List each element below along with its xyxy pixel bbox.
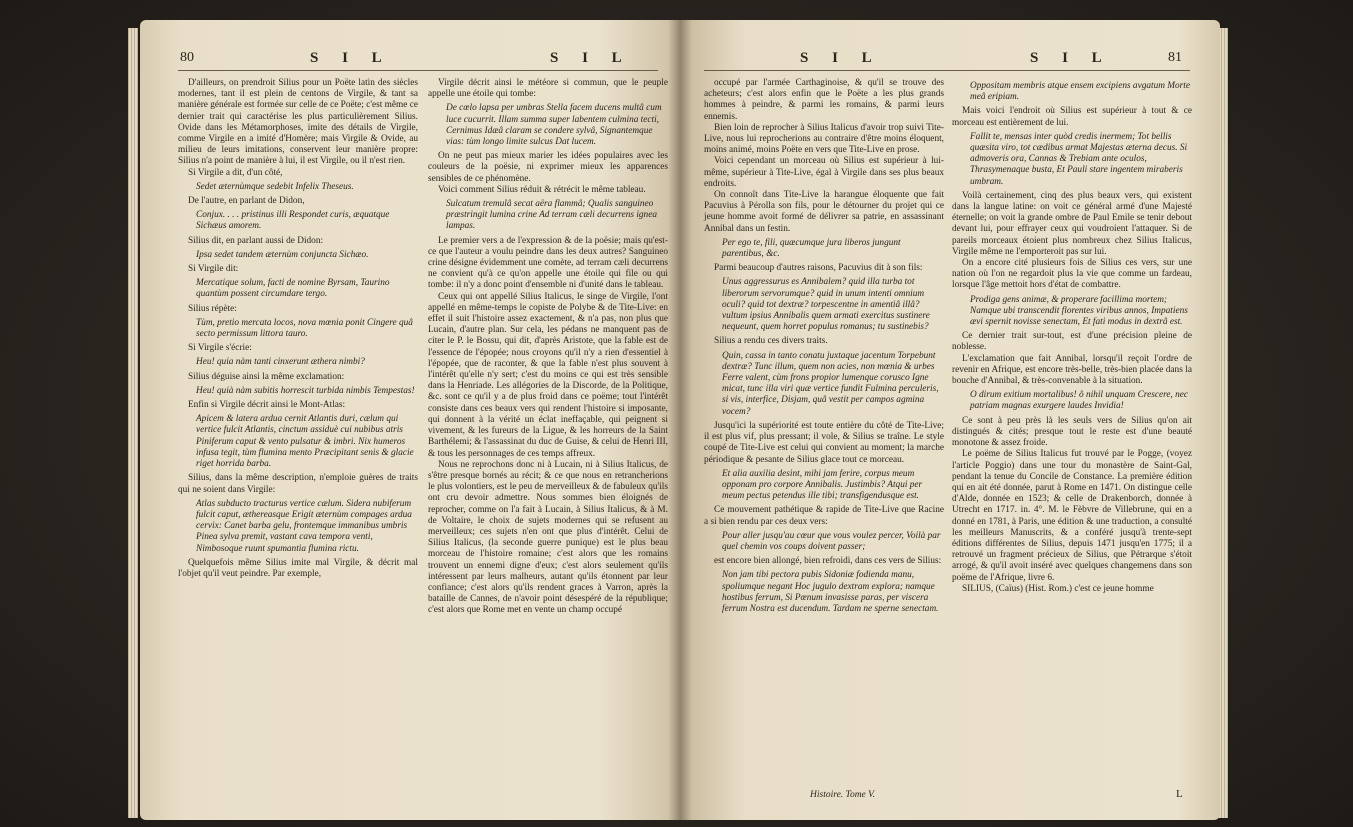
paragraph: Voici cependant un morceau où Silius est supérieur à lui-même, supérieur à Tite-Live, égal à Virgile dans ses plus beaux endroits. [704, 156, 944, 189]
paragraph: Virgile décrit ainsi le météore si commun, que le peuple appelle une étoile qui tombe: [428, 78, 668, 100]
paragraph: SILIUS, (Caïus) (Hist. Rom.) c'est ce jeune homme [962, 583, 1154, 594]
paragraph: Ce dernier trait sur-tout, est d'une précision pleine de noblesse. [952, 331, 1192, 353]
verse-quote: Heu! quià nàm subitis horrescit turbida nimbis Tempestas! [196, 385, 415, 396]
verse-quote: Conjux. . . . pristinus illi Respondet curis, æquatque Sichæus amorem. [196, 210, 390, 232]
paragraph: est encore bien allongé, bien refroidi, dans ces vers de Silius: [714, 556, 942, 567]
paragraph: Ce sont à peu près là les seuls vers de Silius qu'on ait distingués & cités; presque tout le reste est d'une beauté monotone & assez froide. [952, 415, 1192, 449]
left-page-number: 80 [180, 50, 194, 65]
paragraph: On a encore cité plusieurs fois de Silius ces vers, sur une nation où l'on ne regardoit plus la vie que comme un fardeau, lorsque l'âge mettoit hors d'état de combattre. [952, 258, 1192, 291]
paragraph: Si Virgile dit: [188, 264, 239, 275]
verse-quote: Pour aller jusqu'au cœur que vous voulez percer, Voilà par quel chemin vos coups doivent passer; [722, 530, 941, 552]
page-edges-left [128, 28, 138, 818]
verse-quote: Oppositam membris atque ensem excipiens avgatum Morte meâ eripiam. [970, 81, 1190, 103]
paragraph: On connoît dans Tite-Live la harangue éloquente que fait Pacuvius à Pérolla son fils, pour le détourner du projet qui ce jeune homme avoit formé de délivrer sa patrie, en assassinant Annibal dans un festin. [704, 190, 944, 234]
left-page [140, 20, 680, 820]
paragraph: Le poëme de Silius Italicus fut trouvé par le Pogge, (voyez l'article Poggio) dans une tour du monastère de Saint-Gal, pendant la tenue du Concile de Constance. La première édition qui en ait été donnée, parut à Rome en 1471. On distingue celle d'Alde, donnée en 1523; & celle de Drakenborch, donnée à Utrecht en 1717. in. 4°. M. le Fèbvre de Villebrune, qui en a donné en 1781, à Paris, une édition & une traduction, a consulté les meilleurs Manuscrits, & a conféré jusqu'à trente-sept éditions différentes de Silius, depuis 1471 jusqu'en 1775; il a retrouvé un fragment précieux de Silius, que Pétrarque s'étoit arrogé, & qu'il avoit inséré avec quelques changemens dans son poëme de l'Afrique, livre 6. [952, 449, 1192, 583]
book-gutter [668, 20, 692, 820]
paragraph: On ne peut pas mieux marier les idées populaires avec les couleurs de la poësie, ni exprimer mieux les apparences sensibles de ce phénomène. [428, 151, 668, 184]
paragraph: Silius a rendu ces divers traits. [714, 336, 828, 347]
verse-quote: Atlas subducto tracturus vertice cælum. Sidera nubiferum fulcit caput, æthereasque Erigit æternùm compages ardua cervix: Canet barba gelu, frontemque immanibus umbris Pinea sylva premit, vastant cava tempora venti, Nimbosoque ruunt spumantia flumina rictu. [196, 498, 412, 554]
left-column-a [178, 78, 418, 580]
signature-mark: L [1176, 788, 1183, 800]
verse-quote: Per ego te, fili, quæcumque jura liberos jungunt parentibus, &c. [722, 237, 901, 260]
verse-quote: Fallit te, mensas inter quòd credis inermem; Tot bellis quæsita viro, tot cædibus armat Majestas æterna decus. Si admoveris ora, Cannas & Trebiam ante oculos, Thrasymenaque busta, Et Pauli stare ingentem miraberis umbram. [970, 131, 1188, 187]
verse-quote: Prodiga gens animæ, & properare facillima mortem; Namque ubi transcendit florentes viribus annos, Impatiens ævi spernit novisse senectam, Et fati modus in dextrâ est. [970, 294, 1188, 328]
right-header-rule [704, 70, 1190, 71]
paragraph: Si Virgile a dit, d'un côté, [188, 167, 283, 178]
right-column-a [704, 78, 944, 618]
right-running-head-2: S I L [1030, 50, 1112, 66]
verse-quote: Sulcatum tremulâ secat aëra flammâ; Qualis sanguineo præstringit lumina crine Ad terram cæli decurrens ignea lampas. [446, 199, 657, 232]
paragraph: Voici comment Silius réduit & rétrécit le même tableau. [438, 184, 646, 195]
paragraph: Silius répète: [188, 303, 237, 314]
verse-quote: De cœlo lapsa per umbras Stella facem ducens multâ cum luce cucurrit. Illam summa super labentem culmina tecti, Cernimus Idæâ claram se condere sylvâ, Signantemque vias: tùm longo limite sulcus Dat lucem. [446, 103, 662, 148]
paragraph: Parmi beaucoup d'autres raisons, Pacuvius dit à son fils: [714, 263, 923, 274]
left-header-rule [178, 70, 658, 71]
verse-quote: Ipsa sedet tandem æternùm conjuncta Sichæo. [196, 249, 369, 260]
paragraph: Mais voici l'endroit où Silius est supérieur à tout & ce morceau est entièrement de lui. [952, 106, 1192, 128]
paragraph: Silius dit, en parlant aussi de Didon: [188, 235, 324, 246]
left-running-head: S I L [310, 50, 392, 66]
verse-quote: Tùm, pretio mercata locos, nova mœnia ponit Cingere quâ secto permissum littora tauro. [196, 317, 413, 340]
verse-quote: Non jam tibi pectora pubis Sidoniæ fodienda manu, spoliumque negant Hoc jugulo dextram explora; namque hostibus ferrum, Si Pœnum invasisse paras, per viscera ferrum Nostra est ducendum. Tardam ne sperne senectam. [722, 570, 939, 614]
paragraph: L'exclamation que fait Annibal, lorsqu'il reçoit l'ordre de revenir en Afrique, est encore très-belle, très-bien placée dans la bouche d'Annibal, & très-convenable à la situation. [952, 353, 1192, 387]
paragraph: Ceux qui ont appellé Silius Italicus, le singe de Virgile, l'ont appellé en même-temps le copiste de Polybe & de Tite-Live: en effet il suit l'histoire assez exactement, & n'a pas, non plus que Lucain, d'autre plan. Sur cela, les pédans ne manquent pas de citer le P. le Bossu, qui dit, d'après Aristote, que la fable est de l'essence de l'épopée; nous croyons qu'il n'y a rien d'essentiel à l'épopée, que de raconter, & que la fable n'est plus souvent à l'intérêt qu'elle n'y sert; c'est du moins ce qui est très sensible dans la Henriade. Les allégories de la Discorde, de la Politique, &c. sont ce qu'il y a de plus froid dans ce poëme; tout l'intérêt consiste dans ces beaux vers qui rendent l'histoire si imposante, qui donnent à la vérité un éclat ineffaçable, qui peignent si vivement, & les fureurs de la Ligue, & les horreurs de la Saint Barthélemi; & l'assassinat du duc de Guise, & celui de Henri III, & tous les personnages de ces temps affreux. [428, 291, 668, 459]
paragraph: Silius, dans la même description, n'emploie guères de traits qui ne soient dans Virgile: [178, 473, 418, 495]
paragraph: Enfin si Virgile décrit ainsi le Mont-Atlas: [188, 400, 346, 411]
right-page [680, 20, 1220, 820]
paragraph: De l'autre, en parlant de Didon, [188, 196, 305, 207]
footer-volume: Histoire. Tome V. [810, 790, 876, 800]
paragraph: Bien loin de reprocher à Silius Italicus d'avoir trop suivi Tite-Live, nous lui reprocherions au contraire d'être moins éloquent, moins animé, moins Poëte en vers que Tite-Live en prose. [704, 122, 944, 156]
verse-quote: Heu! quia nàm tanti cinxerunt æthera nimbi? [196, 357, 365, 368]
verse-quote: Apicem & latera ardua cernit Atlantis duri, cælum qui vertice fulcit Atlantis, cinctum assiduè cui nubibus atris Piniferum caput & vento pulsatur & imbri. Nix humeros infusa tegit, tùm flumina mento Præcipitant senis & glacie riget horrida barba. [196, 414, 414, 470]
right-page-number: 81 [1168, 50, 1182, 65]
paragraph: Jusqu'ici la supériorité est toute entière du côté de Tite-Live; il est plus vif, plus pressant; il vole, & Silius se traîne. Le style coupé de Tite-Live est celui qui convient au moment; la marche périodique & pesante de Silius glace tout ce morceau. [704, 420, 944, 465]
paragraph: Ce mouvement pathétique & rapide de Tite-Live que Racine a si bien rendu par ces deux vers: [704, 505, 944, 527]
paragraph: Silius déguise ainsi la même exclamation: [188, 371, 345, 382]
paragraph: occupé par l'armée Carthaginoise, & qu'il se trouve des acheteurs; c'est alors enfin que le Poëte a les plus grands hommes à peindre, & parmi les romains, & parmi leurs ennemis. [704, 78, 944, 122]
paragraph: Quelquefois même Silius imite mal Virgile, & décrit mal l'objet qu'il veut peindre. Par exemple, [178, 557, 418, 579]
verse-quote: Unus aggressurus es Annibalem? quid illa turba tot liberorum servorumque? quid in unum intenti omnium oculi? quid tot dextræ? torpescentne in amentiâ illâ? vultum ipsius Annibalis quem armati exercitus sustinere nequeunt, quem horret populus romanus; tu sustinebis? [722, 277, 930, 333]
paragraph: D'ailleurs, on prendroit Silius pour un Poëte latin des siècles modernes, tant il est plein de centons de Virgile, & tant sa manière générale est formée sur celle de ce Poëte; c'est même ce dernier trait qui caractérise les plus particulièrement Silius. Ovide dans les Métamorphoses, imite des détails de Virgile, comme Virgile en a imité d'Homère; mais Virgile & Ovide, au milieu de leurs imitations, conservent leur manière propre: Silius n'a point de manière à lui, il est Virgile, ou il n'est rien. [178, 78, 418, 167]
verse-quote: O dirum exitium mortalibus! ô nihil unquam Crescere, nec patriam magnas exurgere laudes Invidia! [970, 390, 1189, 412]
right-column-b [952, 78, 1192, 595]
paragraph: Nous ne reprochons donc ni à Lucain, ni à Silius Italicus, de s'être presque bornés au récit; & ce que nous en retrancherions le plus volontiers, est le peu de merveilleux & de fabuleux qu'ils ont cru devoir admettre. Nous sommes bien éloignés de reprocher, comme on l'a fait à Lucain, à Silius Italicus, & à M. de Voltaire, le choix de sujets modernes qui se refusent au merveilleux; ces sujets n'en ont que plus d'intérêt. Celui de Silius Italicus, (la seconde guerre punique) est le plus beau morceau de l'histoire romaine; c'est alors que les romains trouvent un ennemi digne d'eux; c'est alors seulement qu'ils intéressent par leurs malheurs, autant qu'ils étonnent par leur confiance; c'est alors qu'ils rendent graces à Varron, après la bataille de Cannes, de n'avoir point désespéré de la république; c'est alors que Rome met en vente un champ occupé [428, 459, 668, 616]
verse-quote: Mercatique solum, facti de nomine Byrsam, Taurino quantùm possent circumdare tergo. [196, 278, 390, 300]
paragraph: Voilà certainement, cinq des plus beaux vers, qui existent dans la langue latine: on voit ce général armé d'une Majesté éternelle; on voit la grande ombre de Paul Emile se tenir debout devant lui, pour effrayer ceux qui voudroient l'attaquer. Si de pareils morceaux étoient plus nombreux chez Silius Italicus, Virgile même ne l'emporteroit pas sur lui. [952, 190, 1192, 257]
paragraph: Si Virgile s'écrie: [188, 343, 252, 354]
verse-quote: Sedet æternùmque sedebit Infelix Theseus. [196, 181, 354, 192]
verse-quote: Et alia auxilia desint, mihi jam ferire, corpus meum opponam pro corpore Annibalis. Justimbis? Atqui per meum pectus petendus ille tibi; transfigendusque est. [722, 468, 923, 502]
paragraph: Le premier vers a de l'expression & de la poësie; mais qu'est-ce que l'auteur a voulu peindre dans les deux autres? Sanguineo crine désigne évidemment une comète, ad terram cæli decurrens ne convient qu'à ce qu'on appelle une étoile qui file ou qui tombe: il n'y a donc point d'ensemble ni d'unité dans le tableau. [428, 235, 668, 291]
left-running-head-2: S I L [550, 50, 632, 66]
right-running-head: S I L [800, 50, 882, 66]
left-column-b [428, 78, 668, 617]
verse-quote: Quin, cassa in tanto conatu juxtaque jacentum Torpebunt dextræ? Tunc illum, quem non acies, non mœnia & urbes Ferre valent, cùm frons propior lumenque corusco Igne micat, tunc illa viri quæ vertice fundit Fulmina perculeris, si vis, interfice, Disjam, quâ vestit per campos agmina vocem? [722, 350, 939, 417]
